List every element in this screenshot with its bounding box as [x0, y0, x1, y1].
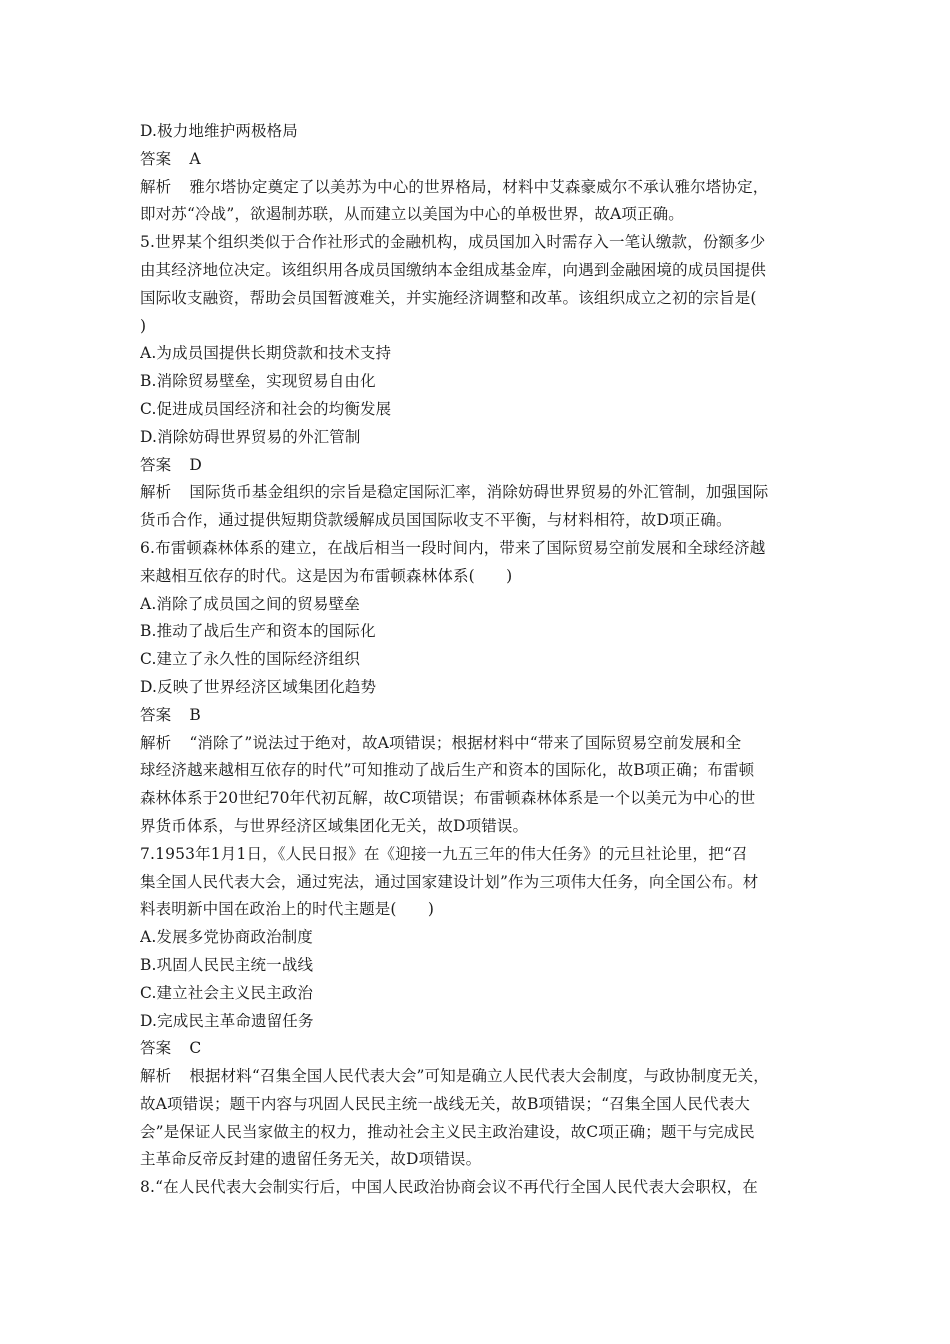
analysis-line: 故A项错误；题干内容与巩固人民民主统一战线无关，故B项错误；“召集全国人民代表大: [140, 1094, 751, 1113]
answer-value: B: [189, 705, 201, 724]
answer-row: [140, 146, 820, 174]
analysis-text: 国际货币基金组织的宗旨是稳定国际汇率，消除妨碍世界贸易的外汇管制，加强国际: [189, 483, 769, 502]
analysis-label: 解析: [140, 733, 172, 752]
analysis-text: 雅尔塔协定奠定了以美苏为中心的世界格局，材料中艾森豪威尔不承认雅尔塔协定，: [189, 177, 769, 196]
analysis-line: [140, 479, 820, 507]
answer-label: 答案: [140, 705, 172, 724]
option-a: A.消除了成员国之间的贸易壁垒: [140, 594, 360, 613]
answer-row: [140, 702, 820, 730]
analysis-line: 会”是保证人民当家做主的权力，推动社会主义民主政治建设，故C项正确；题干与完成民: [140, 1122, 755, 1141]
question-6-stem: 6.布雷顿森林体系的建立，在战后相当一段时间内，带来了国际贸易空前发展和全球经济越: [140, 538, 766, 557]
analysis-line: [140, 730, 820, 758]
option-b: B.推动了战后生产和资本的国际化: [140, 622, 376, 641]
answer-row: [140, 452, 820, 480]
answer-value: A: [189, 149, 201, 168]
analysis-line: [140, 1063, 820, 1091]
analysis-text: “消除了”说法过于绝对，故A项错误；根据材料中“带来了国际贸易空前发展和全: [189, 733, 742, 752]
question-7-stem: 7.1953年1月1日，《人民日报》在《迎接一九五三年的伟大任务》的元旦社论里，把“召: [140, 844, 748, 863]
analysis-line: 森林体系于20世纪70年代初瓦解，故C项错误；布雷顿森林体系是一个以美元为中心的世: [140, 789, 756, 808]
page-content: [140, 118, 820, 1202]
analysis-line: 主革命反帝反封建的遗留任务无关，故D项错误。: [140, 1150, 482, 1169]
question-7-stem: 集全国人民代表大会，通过宪法，通过国家建设计划”作为三项伟大任务，向全国公布。材: [140, 872, 759, 891]
analysis-line: 即对苏“冷战”，欲遏制苏联，从而建立以美国为中心的单极世界，故A项正确。: [140, 205, 684, 224]
answer-row: [140, 1035, 820, 1063]
analysis-label: 解析: [140, 1067, 172, 1086]
analysis-label: 解析: [140, 483, 172, 502]
answer-value: D: [189, 455, 202, 474]
question-8-stem: 8.“在人民代表大会制实行后，中国人民政治协商会议不再代行全国人民代表大会职权，在: [140, 1178, 758, 1197]
answer-label: 答案: [140, 149, 172, 168]
answer-label: 答案: [140, 1039, 172, 1058]
option-b: B.消除贸易壁垒，实现贸易自由化: [140, 372, 376, 391]
option-b: B.巩固人民民主统一战线: [140, 955, 314, 974]
analysis-line: 球经济越来越相互依存的时代”可知推动了战后生产和资本的国际化，故B项正确；布雷顿: [140, 761, 755, 780]
analysis-text: 根据材料“召集全国人民代表大会”可知是确立人民代表大会制度，与政协制度无关，: [189, 1067, 769, 1086]
option-d: D.完成民主革命遗留任务: [140, 1011, 314, 1030]
option-c: C.建立了永久性的国际经济组织: [140, 650, 360, 669]
question-5-stem: 5.世界某个组织类似于合作社形式的金融机构，成员国加入时需存入一笔认缴款，份额多少: [140, 233, 766, 252]
option-a: A.为成员国提供长期贷款和技术支持: [140, 344, 392, 363]
question-5-stem: 由其经济地位决定。该组织用各成员国缴纳本金组成基金库，向遇到金融困境的成员国提供: [140, 260, 767, 279]
question-6-stem: 来越相互依存的时代。这是因为布雷顿森林体系( ): [140, 566, 513, 585]
analysis-line: 界货币体系，与世界经济区域集团化无关，故D项错误。: [140, 816, 529, 835]
option-a: A.发展多党协商政治制度: [140, 928, 313, 947]
option-d: D.消除妨碍世界贸易的外汇管制: [140, 427, 361, 446]
option-c: C.促进成员国经济和社会的均衡发展: [140, 399, 392, 418]
question-7-stem: 料表明新中国在政治上的时代主题是( ): [140, 900, 435, 919]
analysis-label: 解析: [140, 177, 172, 196]
option-c: C.建立社会主义民主政治: [140, 983, 314, 1002]
analysis-line: [140, 174, 820, 202]
answer-label: 答案: [140, 455, 172, 474]
analysis-line: 货币合作，通过提供短期贷款缓解成员国国际收支不平衡，与材料相符，故D项正确。: [140, 511, 732, 530]
answer-value: C: [189, 1039, 202, 1058]
option-d: D.极力地维护两极格局: [140, 122, 298, 140]
question-5-stem: 国际收支融资，帮助会员国暂渡难关，并实施经济调整和改革。该组织成立之初的宗旨是(: [140, 288, 757, 307]
option-d: D.反映了世界经济区域集团化趋势: [140, 677, 377, 696]
question-5-stem: ): [140, 316, 147, 335]
